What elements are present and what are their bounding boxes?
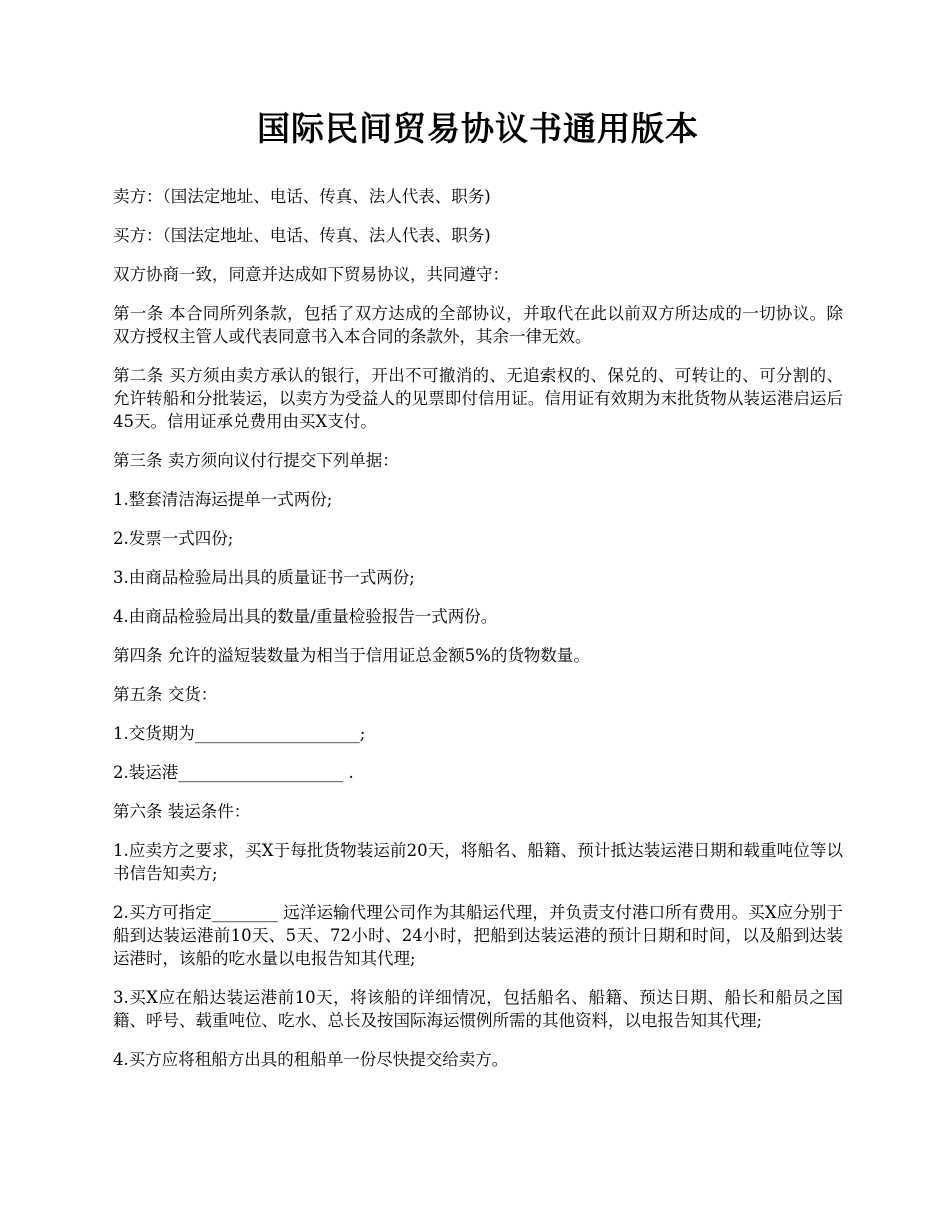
article-5-item-1: 1.交货期为____________________;: [113, 724, 366, 744]
document-title: 国际民间贸易协议书通用版本: [257, 109, 699, 148]
article-3-item-2: 2.发票一式四份;: [113, 529, 234, 549]
article-1: 第一条 本合同所列条款，包括了双方达成的全部协议，并取代在此以前双方所达成的一切协议。除双方授权主管人或代表同意书入本合同的条款外，其余一律无效。: [113, 304, 843, 347]
article-4: 第四条 允许的溢短装数量为相当于信用证总金额5%的货物数量。: [113, 646, 590, 666]
article-5-heading: 第五条 交货：: [113, 685, 218, 705]
article-6-item-1: 1.应卖方之要求，买X于每批货物装运前20天，将船名、船籍、预计抵达装运港日期和载重吨位等以书信告知卖方;: [113, 841, 843, 884]
article-6-item-3: 3.买X应在船达装运港前10天，将该船的详细情况，包括船名、船籍、预达日期、船长和船员之国籍、呼号、载重吨位、吃水、总长及按国际海运惯例所需的其他资料，以电报告知其代理;: [113, 988, 843, 1031]
agreement-intro: 双方协商一致，同意并达成如下贸易协议，共同遵守：: [113, 265, 509, 285]
seller-info: 卖方：（国法定地址、电话、传真、法人代表、职务): [113, 187, 491, 207]
document-page: [113, 108, 843, 1087]
article-5-item-2: 2.装运港____________________ .: [113, 763, 354, 783]
article-3-item-4: 4.由商品检验局出具的数量/重量检验报告一式两份。: [113, 607, 498, 627]
article-6-item-2: 2.买方可指定________ 远洋运输代理公司作为其船运代理，并负责支付港口所有费用。买X应分别于船到达装运港前10天、5天、72小时、24小时，把船到达装运港的预计日期和时间，以及船到达装运港时，该船的吃水量以电报告知其代理;: [113, 903, 843, 969]
article-3-heading: 第三条 卖方须向议付行提交下列单据：: [113, 451, 399, 471]
article-2: 第二条 买方须由卖方承认的银行，开出不可撤消的、无追索权的、保兑的、可转让的、可分割的、允许转船和分批装运，以卖方为受益人的见票即付信用证。信用证有效期为末批货物从装运港启运后45天。信用证承兑费用由买X支付。: [113, 366, 843, 432]
buyer-info: 买方：（国法定地址、电话、传真、法人代表、职务): [113, 226, 491, 246]
article-3-item-3: 3.由商品检验局出具的质量证书一式两份;: [113, 568, 415, 588]
article-3-item-1: 1.整套清洁海运提单一式两份;: [113, 490, 333, 510]
article-6-item-4: 4.买方应将租船方出具的租船单一份尽快提交给卖方。: [113, 1050, 509, 1070]
article-6-heading: 第六条 装运条件：: [113, 802, 251, 822]
